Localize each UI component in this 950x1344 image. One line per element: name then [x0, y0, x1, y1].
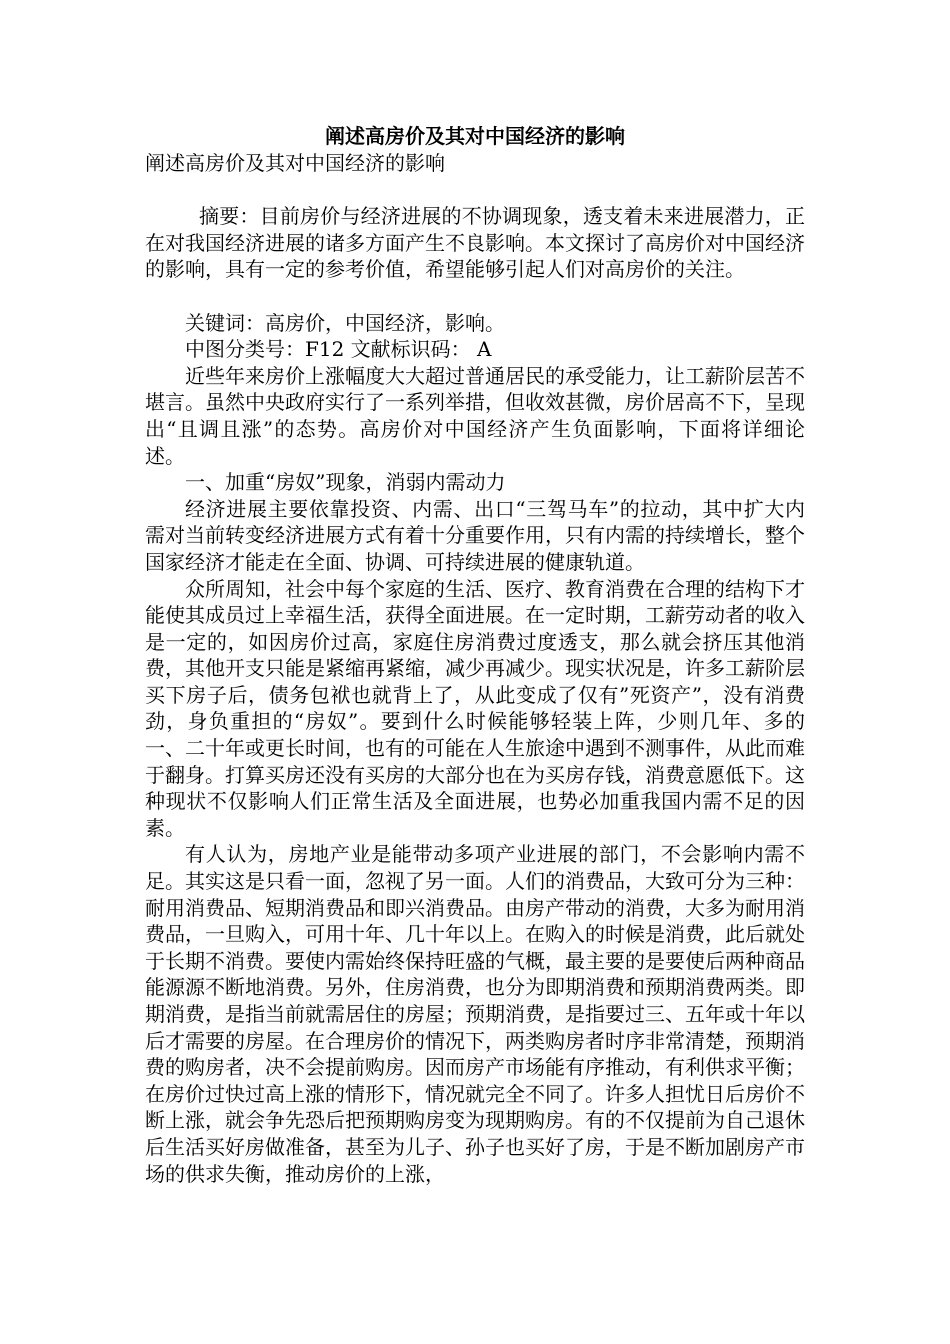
body-paragraph-economy: 经济进展主要依靠投资、内需、出口“三驾马车”的拉动，其中扩大内需对当前转变经济进展方式有着十分重要作用，只有内需的持续增长，整个国家经济才能走在全面、协调、可持续进展的健康轨道。	[145, 496, 805, 574]
body-paragraph-consumption: 有人认为，房地产业是能带动多项产业进展的部门，不会影响内需不足。其实这是只看一面，忽视了另一面。人们的消费品，大致可分为三种：耐用消费品、短期消费品和即兴消费品。由房产带动的消费，大多为耐用消费品，一旦购入，可用十年、几十年以上。在购入的时候是消费，此后就处于长期不消费。要使内需始终保持旺盛的气概，最主要的是要使后两种商品能源源不断地消费。另外，住房消费，也分为即期消费和预期消费两类。即期消费，是指当前就需居住的房屋；预期消费，是指要过三、五年或十年以后才需要的房屋。在合理房价的情况下，两类购房者时序非常清楚，预期消费的购房者，决不会提前购房。因而房产市场能有序推动，有利供求平衡；在房价过快过高上涨的情形下，情况就完全不同了。许多人担忧日后房价不断上涨，就会争先恐后把预期购房变为现期购房。有的不仅提前为自己退休后生活买好房做准备，甚至为儿子、孙子也买好了房，于是不断加剧房产市场的供求失衡，推动房价的上涨，	[145, 842, 805, 1186]
body-paragraph-intro: 近些年来房价上涨幅度大大超过普通居民的承受能力，让工薪阶层苦不堪言。虽然中央政府实行了一系列举措，但收效甚微，房价居高不下，呈现出“且调且涨”的态势。高房价对中国经济产生负面影响，下面将详细论述。	[145, 363, 805, 468]
classification-line: 中图分类号：F12 文献标识码： A	[185, 337, 492, 362]
abstract-paragraph: 摘要：目前房价与经济进展的不协调现象，透支着未来进展潜力，正在对我国经济进展的诸多方面产生不良影响。本文探讨了高房价对中国经济的影响，具有一定的参考价值，希望能够引起人们对高房价的关注。	[145, 204, 805, 282]
document-body	[145, 150, 805, 1187]
keywords-line: 关键词：高房价，中国经济，影响。	[185, 310, 505, 335]
body-paragraph-household: 众所周知，社会中每个家庭的生活、医疗、教育消费在合理的结构下才能使其成员过上幸福生活，获得全面进展。在一定时期，工薪劳动者的收入是一定的，如因房价过高，家庭住房消费过度透支，那么就会挤压其他消费，其他开支只能是紧缩再紧缩，减少再减少。现实状况是，许多工薪阶层买下房子后，债务包袱也就背上了，从此变成了仅有”死资产”，没有消费劲，身负重担的“房奴”。要到什么时候能够轻装上阵，少则几年、多的一、二十年或更长时间，也有的可能在人生旅途中遇到不测事件，从此而难于翻身。打算买房还没有买房的大部分也在为买房存钱，消费意愿低下。这种现状不仅影响人们正常生活及全面进展，也势必加重我国内需不足的因素。	[145, 576, 805, 840]
document-title: 阐述高房价及其对中国经济的影响	[325, 124, 625, 148]
document-subtitle: 阐述高房价及其对中国经济的影响	[145, 151, 445, 175]
section-heading-1: 一、加重“房奴”现象，消弱内需动力	[185, 470, 506, 495]
